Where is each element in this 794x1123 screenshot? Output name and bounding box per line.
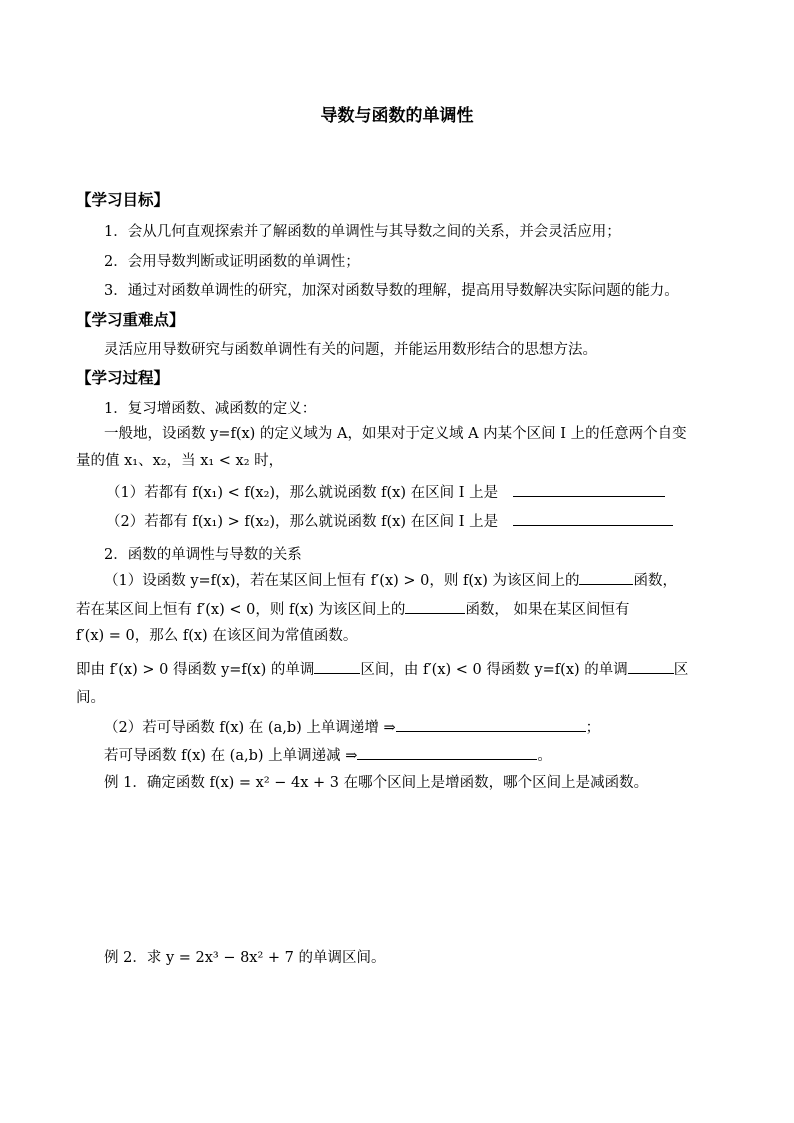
blank-increasing-interval[interactable] (314, 658, 360, 674)
blank-derivable-increasing[interactable] (396, 716, 586, 732)
blank-decreasing-interval[interactable] (628, 658, 674, 674)
blank-increasing[interactable] (513, 481, 665, 497)
blank-derivative-positive[interactable] (579, 569, 633, 585)
relation-line-3: f′(x) = 0，那么 f(x) 在该区间为常值函数。 (76, 628, 358, 644)
increasing-definition-text: （1）若都有 f(x₁) < f(x₂)，那么就说函数 f(x) 在区间 I 上是 (106, 485, 499, 501)
relation-line-5: 间。 (76, 690, 105, 706)
decreasing-definition-text: （2）若都有 f(x₁) > f(x₂)，那么就说函数 f(x) 在区间 I 上是 (106, 514, 499, 530)
derivable-increasing (104, 716, 600, 738)
section-goals-heading: 【学习目标】 (76, 191, 170, 209)
relation-line-4-tail: 区 (673, 662, 689, 678)
relation-line-4-text: 即由 f′(x) > 0 得函数 y=f(x) 的单调 (76, 662, 315, 678)
definition-line-2: 量的值 x₁、x₂，当 x₁ < x₂ 时， (76, 453, 284, 469)
derivable-decreasing (104, 744, 552, 766)
relation-heading: 2．函数的单调性与导数的关系 (104, 547, 302, 563)
section-key-heading: 【学习重难点】 (76, 311, 185, 329)
relation-line-2 (76, 598, 630, 620)
relation-line-1-tail: 函数， (633, 573, 677, 589)
derivable-decreasing-text: 若可导函数 f(x) 在 (a,b) 上单调递减 ⇒ (104, 748, 358, 764)
relation-line-1-text: （1）设函数 y=f(x)，若在某区间上恒有 f′(x) > 0，则 f(x) 为该区间上的 (104, 573, 580, 589)
blank-derivable-decreasing[interactable] (357, 744, 537, 760)
derivable-increasing-text: （2）若可导函数 f(x) 在 (a,b) 上单调递增 ⇒ (104, 720, 396, 736)
example-1: 例 1．确定函数 f(x) = x² − 4x + 3 在哪个区间上是增函数，哪个区间上是减函数。 (104, 775, 649, 791)
blank-decreasing[interactable] (513, 510, 673, 526)
relation-line-4-mid: 区间，由 f′(x) < 0 得函数 y=f(x) 的单调 (360, 662, 628, 678)
key-text: 灵活应用导数研究与函数单调性有关的问题，并能运用数形结合的思想方法。 (104, 342, 597, 358)
page-title: 导数与函数的单调性 (320, 106, 474, 126)
relation-line-4 (76, 658, 688, 680)
review-heading: 1．复习增函数、减函数的定义： (104, 401, 317, 417)
relation-line-1 (104, 569, 677, 591)
blank-derivative-negative[interactable] (405, 598, 465, 614)
relation-line-2-text: 若在某区间上恒有 f′(x) < 0，则 f(x) 为该区间上的 (76, 602, 406, 618)
decreasing-definition (106, 510, 673, 532)
example-2: 例 2．求 y = 2x³ − 8x² + 7 的单调区间。 (104, 950, 386, 966)
definition-line-1: 一般地，设函数 y=f(x) 的定义域为 A，如果对于定义域 A 内某个区间 I 上的任意两个自变 (104, 426, 687, 442)
derivable-decreasing-tail: 。 (537, 748, 552, 764)
goal-1: 1．会从几何直观探索并了解函数的单调性与其导数之间的关系，并会灵活应用； (104, 224, 621, 240)
goal-2: 2．会用导数判断或证明函数的单调性； (104, 254, 360, 270)
section-process-heading: 【学习过程】 (76, 369, 170, 387)
relation-line-2-tail: 函数， 如果在某区间恒有 (465, 602, 630, 618)
increasing-definition (106, 481, 665, 503)
derivable-increasing-tail: ； (585, 720, 601, 736)
goal-3: 3．通过对函数单调性的研究，加深对函数导数的理解，提高用导数解决实际问题的能力。 (104, 283, 679, 299)
